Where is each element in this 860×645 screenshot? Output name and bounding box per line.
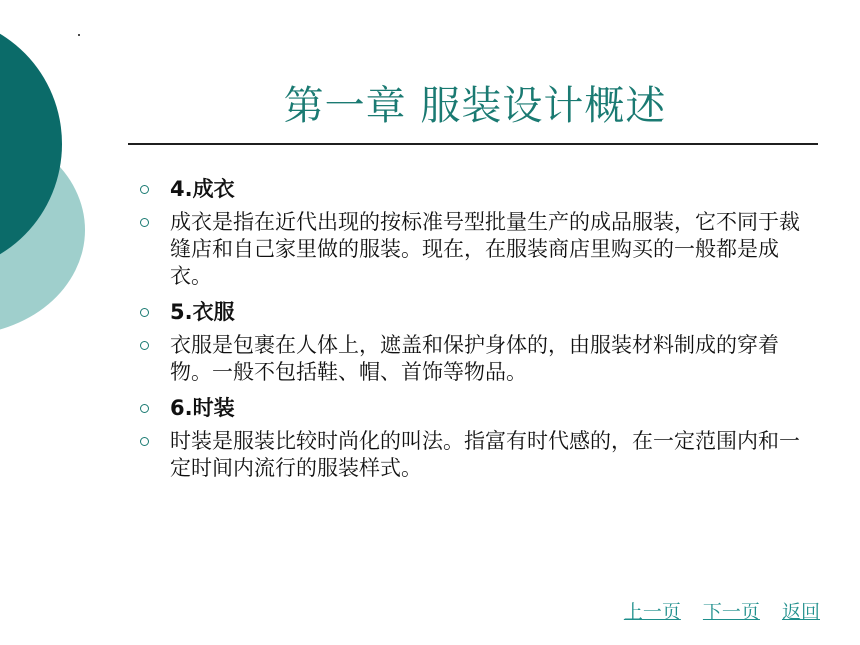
bullet-item-paragraph: [136, 209, 806, 290]
bullet-text: 成衣是指在近代出现的按标准号型批量生产的成品服装，它不同于裁缝店和自己家里做的服装。现在，在服装商店里购买的一般都是成衣。: [170, 210, 800, 288]
bullet-circle-icon: [140, 218, 149, 227]
next-page-link[interactable]: 下一页: [702, 601, 760, 623]
bullet-text: 4.成衣: [170, 177, 235, 201]
bullet-circle-icon: [140, 341, 149, 350]
title-divider: [128, 143, 818, 145]
decorative-dot: [78, 34, 80, 36]
bullet-text: 6.时装: [170, 396, 235, 420]
bullet-circle-icon: [140, 404, 149, 413]
bullet-text: 衣服是包裹在人体上，遮盖和保护身体的，由服装材料制成的穿着物。一般不包括鞋、帽、首饰等物品。: [170, 333, 779, 384]
slide-navigation: [608, 597, 820, 624]
bullet-list: [136, 176, 806, 488]
bullet-circle-icon: [140, 185, 149, 194]
prev-page-link[interactable]: 上一页: [623, 601, 681, 623]
bullet-item-paragraph: [136, 332, 806, 386]
bullet-item-heading: [136, 395, 806, 422]
bullet-item-paragraph: [136, 428, 806, 482]
bullet-item-heading: [136, 176, 806, 203]
slide-title: 第一章 服装设计概述: [283, 83, 667, 129]
bullet-text: 时装是服装比较时尚化的叫法。指富有时代感的，在一定范围内和一定时间内流行的服装样式。: [170, 429, 800, 480]
bullet-circle-icon: [140, 437, 149, 446]
bullet-text: 5.衣服: [170, 300, 235, 324]
bullet-circle-icon: [140, 308, 149, 317]
bullet-item-heading: [136, 299, 806, 326]
back-link[interactable]: 返回: [781, 601, 820, 623]
